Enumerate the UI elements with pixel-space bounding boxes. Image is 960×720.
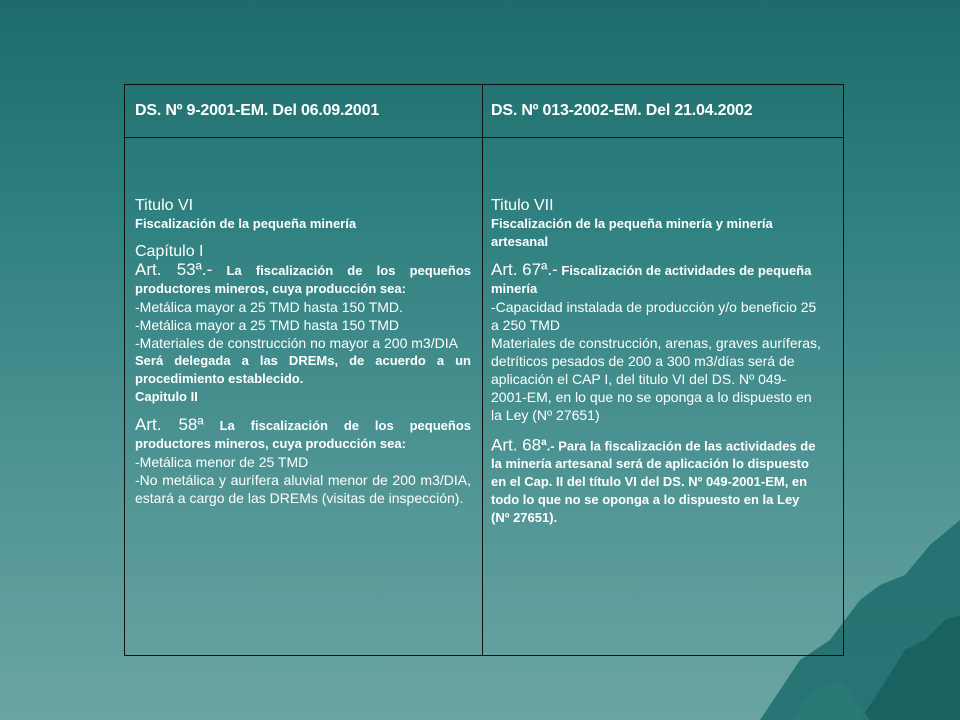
art68-heading: Art. 68: [491, 435, 542, 455]
art58-heading: Art. 58ª: [135, 415, 204, 434]
left-item5: -No metálica y aurífera aluvial menor de 200 m3/DIA, estará a cargo de las DREMs (visitas de inspección).: [135, 472, 471, 506]
left-item4: -Metálica menor de 25 TMD: [135, 454, 309, 470]
art67-text: Fiscalización de actividades de pequeña minería: [491, 263, 812, 296]
left-titulo: Titulo VI: [135, 197, 194, 214]
header-left: DS. Nº 9-2001-EM. Del 06.09.2001: [135, 102, 380, 119]
right-item2: Materiales de construcción, arenas, graves auríferas, detríticos pesados de 200 a 300 m3/días será de aplicación el CAP I, del titulo VI del DS. Nº 049-2001-EM, en lo que no se oponga a lo dispuesto en la Ley (Nº 27651): [491, 335, 821, 423]
left-delegada: Será delegada a las DREMs, de acuerdo a un procedimiento establecido.: [135, 353, 471, 386]
right-art68: [491, 434, 821, 527]
column-divider: [482, 85, 483, 655]
left-item1: -Metálica mayor a 25 TMD hasta 150 TMD.: [135, 299, 403, 315]
right-art67: [491, 261, 821, 298]
left-art58: [135, 416, 471, 453]
left-column: [135, 137, 471, 655]
left-titulo-sub: Fiscalización de la pequeña minería: [135, 216, 357, 231]
art53-text: La fiscalización de los pequeños productores mineros, cuya producción sea:: [135, 263, 471, 296]
comparison-table: [124, 84, 844, 656]
art68-sup: a: [541, 437, 547, 448]
header-right: DS. Nº 013-2002-EM. Del 21.04.2002: [491, 102, 753, 119]
art58-text: La fiscalización de los pequeños productores mineros, cuya producción sea:: [135, 418, 472, 451]
left-art53: [135, 261, 471, 298]
right-titulo: Titulo VII: [491, 197, 554, 214]
right-titulo-sub: Fiscalización de la pequeña minería y minería artesanal: [491, 216, 773, 249]
left-item2: -Metálica mayor a 25 TMD hasta 150 TMD: [135, 317, 400, 333]
left-item3: -Materiales de construcción no mayor a 200 m3/DIA: [135, 335, 458, 351]
right-item1: -Capacidad instalada de producción y/o beneficio 25 a 250 TMD: [491, 299, 817, 333]
art67-heading: Art. 67ª.-: [491, 260, 558, 279]
art53-heading: Art. 53ª.-: [135, 260, 213, 279]
left-capitulo: Capítulo I: [135, 243, 204, 260]
left-capitulo2: Capitulo II: [135, 389, 198, 404]
right-column: [491, 137, 821, 655]
art68-text: .- Para la fiscalización de las actividades de la minería artesanal será de aplicación lo dispuesto en el Cap. II del título VI del DS. Nº 049-2001-EM, en todo lo que no se oponga a lo dispuesto en la Ley (Nº 27651).: [491, 438, 816, 526]
